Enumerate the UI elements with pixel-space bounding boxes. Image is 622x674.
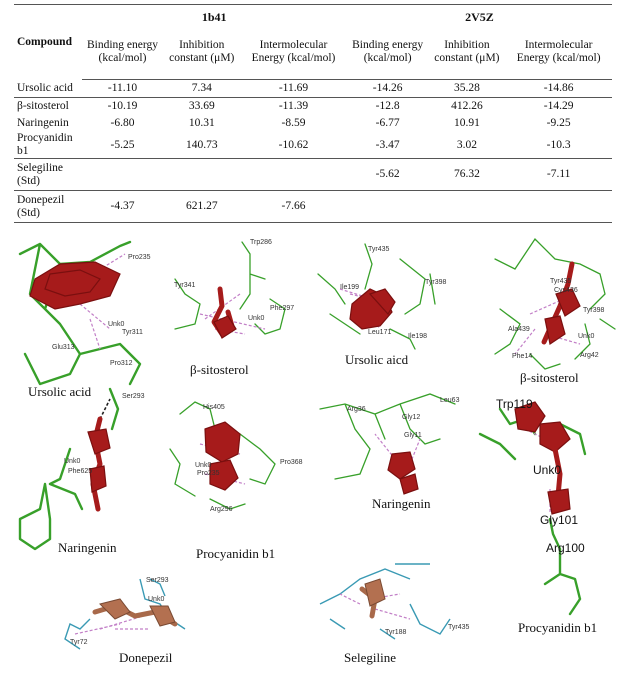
- panel-ursolic-1b41: [20, 242, 151, 399]
- residue-label: Unk0: [578, 333, 595, 340]
- residue-label: Tyr398: [583, 307, 605, 314]
- compound-header: Compound: [14, 5, 82, 80]
- cell: 33.69: [163, 98, 240, 116]
- row-name: Procyanidin b1: [17, 132, 73, 158]
- cell: -5.62: [347, 159, 429, 191]
- docking-figure: [0, 234, 622, 674]
- row-name: Naringenin: [17, 116, 69, 129]
- table-row: [14, 80, 612, 98]
- panel-ursolic-2v5z: [318, 244, 447, 367]
- cell: [82, 159, 164, 191]
- residue-label: Tyr341: [174, 282, 196, 289]
- col-inhibition-constant-2v5z: Inhibition constant (μM): [428, 25, 505, 80]
- residue-label: Phe625: [68, 468, 93, 475]
- cell: -11.10: [107, 81, 138, 94]
- caption-ursolic-2v5z: Ursolic aicd: [345, 352, 409, 367]
- residue-label: Unk0: [64, 458, 81, 465]
- residue-label: His405: [203, 404, 225, 411]
- cell: 3.02: [456, 138, 477, 151]
- col-binding-energy: Binding energy (kcal/mol): [82, 25, 164, 80]
- residue-label: Gly101: [540, 513, 579, 527]
- row-name: Ursolic acid: [17, 81, 73, 94]
- group-header-2v5z: 2V5Z: [347, 5, 612, 26]
- cell: -4.37: [82, 191, 164, 223]
- residue-label: Unk0: [195, 462, 212, 469]
- cell: 140.73: [185, 138, 218, 151]
- residue-label: Tyr435: [448, 624, 470, 631]
- panel-selegiline: [320, 564, 470, 665]
- residue-label: Arg36: [347, 406, 366, 413]
- residue-label: Unk0: [248, 315, 265, 322]
- col-intermolecular-energy: Intermolecular Energy (kcal/mol): [240, 25, 347, 80]
- caption-ursolic-1b41: Ursolic acid: [28, 384, 92, 399]
- row-name: β-sitosterol: [14, 98, 82, 116]
- residue-label: Glu313: [52, 344, 75, 351]
- residue-label: Leu63: [440, 397, 460, 404]
- residue-label: Ile199: [340, 284, 360, 291]
- caption-donepezil: Donepezil: [119, 650, 173, 665]
- residue-label: Ile198: [408, 333, 428, 340]
- cell: -10.19: [82, 98, 164, 116]
- cell: -14.86: [543, 81, 574, 94]
- col-binding-energy-2v5z: Binding energy (kcal/mol): [347, 25, 429, 80]
- caption-naringenin-2v5z: Naringenin: [372, 496, 431, 511]
- panel-sito-1b41: [174, 239, 294, 377]
- cell: -10.62: [278, 138, 309, 151]
- cell: -7.11: [505, 159, 612, 191]
- panel-naringenin-2v5z: [320, 394, 460, 511]
- panel-donepezil: [65, 577, 185, 665]
- residue-label: Pro312: [110, 360, 133, 367]
- residue-label: Phe297: [270, 305, 295, 312]
- cell: -12.8: [347, 98, 429, 116]
- residue-label: Trp119: [496, 397, 533, 411]
- residue-label: Tyr188: [385, 629, 407, 636]
- cell: [505, 191, 612, 223]
- table-row: [14, 191, 612, 223]
- residue-label: Tyr72: [70, 639, 88, 646]
- cell: -5.25: [110, 138, 135, 151]
- residue-label: Ala439: [508, 326, 530, 333]
- caption-procy-2v5z: Procyanidin b1: [518, 620, 598, 635]
- col-inhibition-constant: Inhibition constant (μM): [163, 25, 240, 80]
- table-row: [14, 132, 612, 159]
- cell: 76.32: [428, 159, 505, 191]
- cell: -8.59: [281, 116, 306, 129]
- panel-procy-2v5z: [480, 397, 597, 635]
- table-row: [14, 159, 612, 191]
- residue-label: Tyr435: [550, 278, 572, 285]
- table-row: [14, 98, 612, 116]
- residue-label: Leu171: [368, 329, 392, 336]
- residue-label: Ser293: [122, 393, 145, 400]
- residue-label: Phe14: [512, 353, 533, 360]
- cell: -11.39: [240, 98, 347, 116]
- cell: 621.27: [163, 191, 240, 223]
- table-row: [14, 115, 612, 132]
- caption-selegiline: Selegiline: [344, 650, 396, 665]
- residue-label: Arg100: [546, 541, 585, 555]
- panel-sito-2v5z: [495, 239, 615, 385]
- residue-label: Ser293: [146, 577, 169, 584]
- residue-label: Arg296: [210, 506, 233, 513]
- residue-label: Pro368: [280, 459, 303, 466]
- cell: -11.69: [278, 81, 309, 94]
- group-header-1b41: 1b41: [82, 5, 347, 26]
- results-table-container: [14, 4, 612, 223]
- cell: -9.25: [546, 116, 571, 129]
- residue-label: Gly12: [402, 414, 421, 421]
- cell: 7.34: [191, 81, 212, 94]
- caption-sito-2v5z: β-sitosterol: [520, 370, 579, 385]
- residue-label: Tyr435: [368, 246, 390, 253]
- residue-label: Unk0: [148, 596, 165, 603]
- col-intermolecular-energy-2v5z: Intermolecular Energy (kcal/mol): [505, 25, 612, 80]
- cell: -7.66: [240, 191, 347, 223]
- residue-label: Unk0: [533, 463, 562, 477]
- panel-naringenin-1b41: [20, 389, 145, 555]
- residue-label: Pro235: [197, 470, 220, 477]
- residue-label: Gly11: [404, 432, 422, 439]
- panel-procy-1b41: [170, 402, 303, 561]
- cell: [163, 159, 240, 191]
- caption-naringenin-1b41: Naringenin: [58, 540, 117, 555]
- cell: -3.47: [375, 138, 400, 151]
- residue-label: Pro235: [128, 254, 151, 261]
- cell: -6.80: [110, 116, 135, 129]
- cell: -6.77: [375, 116, 400, 129]
- cell: 412.26: [428, 98, 505, 116]
- caption-sito-1b41: β-sitosterol: [190, 362, 249, 377]
- residue-label: Cys436: [554, 287, 578, 294]
- cell: -14.29: [505, 98, 612, 116]
- cell: -14.26: [372, 81, 403, 94]
- residue-label: Tyr398: [425, 279, 447, 286]
- row-name: Donepezil (Std): [14, 191, 82, 223]
- row-name: Selegiline (Std): [14, 159, 82, 191]
- residue-label: Tyr311: [122, 329, 143, 336]
- residue-label: Unk0: [108, 321, 125, 328]
- residue-label: Arg42: [580, 352, 599, 359]
- results-table: [14, 4, 612, 223]
- cell: 35.28: [453, 81, 480, 94]
- cell: 10.91: [453, 116, 480, 129]
- caption-procy-1b41: Procyanidin b1: [196, 546, 276, 561]
- cell: 10.31: [188, 116, 215, 129]
- cell: [428, 191, 505, 223]
- cell: -10.3: [546, 138, 571, 151]
- residue-label: Trp286: [250, 239, 272, 246]
- cell: [240, 159, 347, 191]
- cell: [347, 191, 429, 223]
